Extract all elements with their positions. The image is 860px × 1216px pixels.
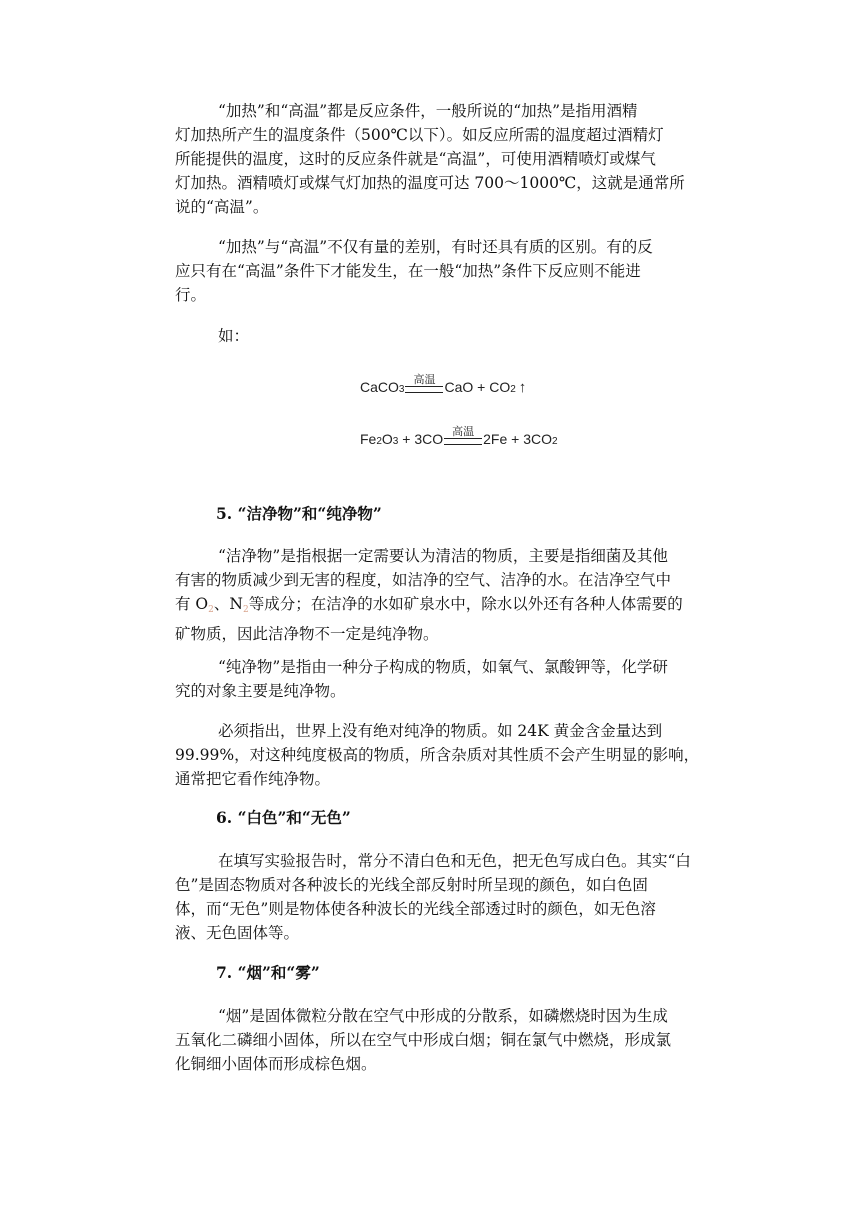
condition-label: 高温	[452, 425, 475, 438]
section-heading-7: 7. “烟”和“雾”	[216, 963, 320, 982]
text-line: 如：	[218, 327, 250, 345]
text-line: 应只有在“高温”条件下才能发生，在一般“加热”条件下反应则不能进	[175, 262, 641, 280]
subscript: 2	[551, 436, 558, 447]
gas-arrow-icon: ↑	[518, 379, 527, 396]
condition-label: 高温	[413, 373, 436, 386]
text-line: “洁净物”是指根据一定需要认为清洁的物质，主要是指细菌及其他	[218, 547, 668, 565]
paragraph-example-intro	[175, 324, 735, 348]
text-line: 灯加热所产生的温度条件（500℃以下）。如反应所需的温度超过酒精灯	[175, 126, 664, 144]
paragraph-smoke-vs-fog	[175, 1004, 735, 1076]
text-line: 液、无色固体等。	[175, 924, 300, 942]
text-line: “加热”和“高温”都是反应条件，一般所说的“加热”是指用酒精	[218, 102, 638, 120]
reactant: + 3CO	[398, 431, 444, 447]
subscript: 2	[208, 605, 214, 615]
text-run: 等成分；在洁净的水如矿泉水中，除水以外还有各种人体需要的	[248, 595, 683, 613]
paragraph-pure-substance	[175, 655, 735, 703]
text-run: 、N	[213, 595, 243, 613]
text-line	[175, 592, 735, 622]
equals-sign	[405, 386, 443, 393]
text-line: “烟”是固体微粒分散在空气中形成的分散系，如磷燃烧时因为生成	[218, 1007, 668, 1025]
chemical-equation-1	[360, 373, 527, 396]
text-line: 99.99%，对这种纯度极高的物质，所含杂质对其性质不会产生明显的影响，	[175, 746, 700, 764]
text-line: 体，而“无色”则是物体使各种波长的光线全部透过时的颜色，如无色溶	[175, 900, 656, 918]
products: 2Fe + 3CO	[483, 431, 552, 447]
text-line: 灯加热。酒精喷灯或煤气灯加热的温度可达 700～1000℃，这就是通常所	[175, 174, 685, 192]
subscript: 3	[398, 384, 405, 395]
subscript: 3	[392, 436, 399, 447]
paragraph-clean-substance	[175, 544, 735, 646]
subscript: 2	[376, 436, 382, 447]
text-line: 化铜细小固体而形成棕色烟。	[175, 1055, 377, 1073]
text-line: “加热”与“高温”不仅有量的差别，有时还具有质的区别。有的反	[218, 238, 653, 256]
subscript: 2	[242, 605, 249, 615]
reaction-condition	[444, 426, 482, 445]
subscript: 2	[510, 384, 516, 395]
text-line: 说的“高温”。	[175, 198, 269, 216]
text-line: 所能提供的温度，这时的反应条件就是“高温”，可使用酒精喷灯或煤气	[175, 150, 656, 168]
text-line: 必须指出，世界上没有绝对纯净的物质。如 24K 黄金含金量达到	[218, 722, 663, 740]
products: CaO + CO	[444, 379, 511, 395]
paragraph-white-vs-colorless	[175, 849, 735, 945]
paragraph-qualitative-difference	[175, 235, 735, 307]
reaction-condition	[405, 374, 443, 393]
section-heading-6: 6. “白色”和“无色”	[216, 808, 351, 827]
text-line: 有害的物质减少到无害的程度，如洁净的空气、洁净的水。在洁净空气中	[175, 571, 672, 589]
section-heading-5: 5. “洁净物”和“纯净物”	[216, 504, 382, 523]
reactant: O	[381, 431, 393, 447]
text-line: 究的对象主要是纯净物。	[175, 682, 346, 700]
text-line: 行。	[175, 286, 207, 304]
chemical-equation-2	[360, 425, 558, 447]
equals-sign	[444, 438, 482, 445]
text-line: “纯净物”是指由一种分子构成的物质，如氧气、氯酸钾等，化学研	[218, 658, 668, 676]
paragraph-heating-vs-high-temp	[175, 99, 735, 219]
text-line: 五氧化二磷细小固体，所以在空气中形成白烟；铜在氯气中燃烧，形成氯	[175, 1031, 672, 1049]
text-line: 色”是固态物质对各种波长的光线全部反射时所呈现的颜色，如白色固	[175, 876, 648, 894]
text-run: 有 O	[175, 595, 209, 613]
text-line: 矿物质，因此洁净物不一定是纯净物。	[175, 625, 439, 643]
reactant: CaCO	[360, 379, 399, 395]
text-line: 在填写实验报告时，常分不清白色和无色，把无色写成白色。其实“白	[218, 852, 691, 870]
paragraph-no-absolute-purity	[175, 719, 735, 791]
text-line: 通常把它看作纯净物。	[175, 770, 331, 788]
reactant: Fe	[360, 431, 377, 447]
